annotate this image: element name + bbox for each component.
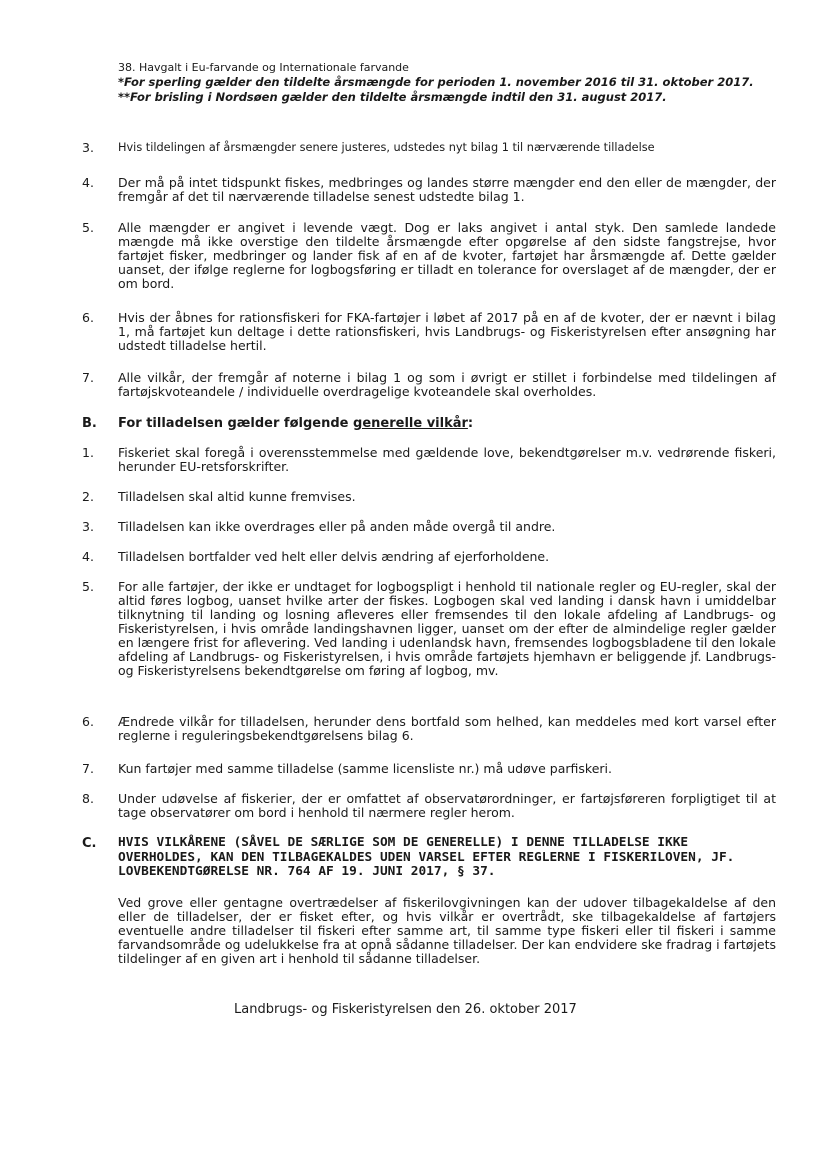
- item-text: Fiskeriet skal foregå i overensstemmelse med gældende love, bekendtgørelser m.v. vedrørende fiskeri, herunder EU-retsforskrifter.: [118, 445, 776, 474]
- sperling-note: *For sperling gælder den tildelte årsmængde for perioden 1. november 2016 til 31. oktober 2017.: [118, 75, 754, 89]
- list-item: [82, 311, 776, 353]
- list-item: [82, 792, 776, 820]
- item-text: Hvis tildelingen af årsmængder senere justeres, udstedes nyt bilag 1 til nærværende tilladelse: [118, 141, 655, 154]
- item-number: 5.: [82, 220, 94, 235]
- list-item: [82, 141, 776, 155]
- revocation-paragraph: Ved grove eller gentagne overtrædelser af fiskerilovgivningen kan der udover tilbagekaldelse af den eller de tilladelser, der er fisket efter, og hvis vilkår er overtrådt, ske tilbagekaldelse af fartøjers eventuelle andre tilladelser til fiskeri efter samme art, til samme type fiskeri eller til fiskeri i samme farvandsområde og udelukkelse fra at opnå sådanne tilladelser. Der kan endvidere ske fradrag i fartøjets tildelinger af en given art i henhold til sådanne tilladelser.: [118, 895, 776, 966]
- section-c: [82, 836, 776, 880]
- list-item: [82, 221, 776, 291]
- item-number: 6.: [82, 310, 94, 325]
- item-number: 7.: [82, 370, 94, 385]
- signature-line: Landbrugs- og Fiskeristyrelsen den 26. oktober 2017: [234, 1002, 577, 1017]
- item-number: 3.: [82, 140, 94, 155]
- item-text: Hvis der åbnes for rationsfiskeri for FKA-fartøjer i løbet af 2017 på en af de kvoter, der er nævnt i bilag 1, må fartøjet kun deltage i dette rationsfiskeri, hvis Landbrugs- og Fiskeristyrelsen efter ansøgning har udstedt tilladelse hertil.: [118, 310, 776, 353]
- section-title-suffix: :: [467, 416, 474, 431]
- item-text: Tilladelsen kan ikke overdrages eller på anden måde overgå til andre.: [118, 519, 556, 534]
- brisling-note: **For brisling i Nordsøen gælder den tildelte årsmængde indtil den 31. august 2017.: [118, 90, 667, 104]
- item-number: 1.: [82, 445, 94, 460]
- section-c-title: HVIS VILKÅRENE (SÅVEL DE SÆRLIGE SOM DE GENERELLE) I DENNE TILLADELSE IKKE OVERHOLDES, KAN DEN TILBAGEKALDES UDEN VARSEL EFTER REGLERNE I FISKERILOVEN, JF. LOVBEKENDTGØRELSE NR. 764 AF 19. JUNI 2017, § 37.: [118, 835, 735, 879]
- item-text: Under udøvelse af fiskerier, der er omfattet af observatørordninger, er fartøjsføreren forpligtiget til at tage observatører om bord i henhold til nærmere regler herom.: [118, 791, 776, 820]
- list-item: [82, 446, 776, 474]
- list-item: [82, 371, 776, 399]
- item-number: 4.: [82, 175, 94, 190]
- section-title: [118, 416, 473, 431]
- item-number: 3.: [82, 519, 94, 534]
- section-c-heading: [82, 836, 776, 880]
- section-title-underlined: generelle vilkår: [353, 416, 468, 431]
- list-item: [82, 520, 776, 534]
- quota-line-38: 38. Havgalt i Eu-farvande og Internationale farvande: [118, 61, 409, 74]
- list-item: [82, 490, 776, 504]
- list-item: [82, 715, 776, 743]
- section-letter: C.: [82, 836, 97, 851]
- item-number: 8.: [82, 791, 94, 806]
- item-text: Ændrede vilkår for tilladelsen, herunder dens bortfald som helhed, kan meddeles med kort varsel efter reglerne i reguleringsbekendtgørelsens bilag 6.: [118, 714, 776, 743]
- list-item: [82, 176, 776, 204]
- item-number: 4.: [82, 549, 94, 564]
- item-number: 6.: [82, 714, 94, 729]
- item-text: Alle mængder er angivet i levende vægt. Dog er laks angivet i antal styk. Den samlede landede mængde må ikke overstige den tildelte årsmængde efter opgørelse af den sidste fangstrejse, hvor fartøjet fisker, medbringer og lander fisk af en af de kvoter, fartøjet har årsmængde af. Dette gælder uanset, der ifølge reglerne for logbogsføring er tilladt en tolerance for overslaget af de mængder, der er om bord.: [118, 220, 776, 291]
- item-text: Tilladelsen bortfalder ved helt eller delvis ændring af ejerforholdene.: [118, 549, 550, 564]
- item-text: For alle fartøjer, der ikke er undtaget for logbogspligt i henhold til nationale regler og EU-regler, skal der altid føres logbog, uanset hvilke arter der fiskes. Logbogen skal ved landing i dansk havn i umiddelbar tilknytning til landing og losning afleveres eller fremsendes til den lokale afdeling af Landbrugs- og Fiskeristyrelsen, i hvis område landingshavnen ligger, uanset om der efter de almindelige regler gælder en længere frist for aflevering. Ved landing i udenlandsk havn, fremsendes logbogsbladene til den lokale afdeling af Landbrugs- og Fiskeristyrelsen, i hvis område fartøjets hjemhavn er beliggende jf. Landbrugs- og Fiskeristyrelsens bekendtgørelse om føring af logbog, mv.: [118, 579, 776, 678]
- item-number: 2.: [82, 489, 94, 504]
- item-text: Tilladelsen skal altid kunne fremvises.: [118, 489, 356, 504]
- annex-header: [118, 60, 776, 105]
- item-text: Kun fartøjer med samme tilladelse (samme licensliste nr.) må udøve parfiskeri.: [118, 761, 612, 776]
- item-number: 5.: [82, 579, 94, 594]
- list-item: [82, 550, 776, 564]
- section-b-heading: [82, 416, 776, 431]
- list-item: [82, 762, 776, 776]
- item-number: 7.: [82, 761, 94, 776]
- item-text: Der må på intet tidspunkt fiskes, medbringes og landes større mængder end den eller de mængder, der fremgår af det til nærværende tilladelse senest udstedte bilag 1.: [118, 175, 776, 204]
- section-letter: B.: [82, 416, 97, 431]
- section-title-prefix: For tilladelsen gælder følgende: [118, 416, 354, 431]
- list-item: [82, 580, 776, 678]
- item-text: Alle vilkår, der fremgår af noterne i bilag 1 og som i øvrigt er stillet i forbindelse med tildelingen af fartøjskvoteandele / individuelle overdragelige kvoteandele skal overholdes.: [118, 370, 776, 399]
